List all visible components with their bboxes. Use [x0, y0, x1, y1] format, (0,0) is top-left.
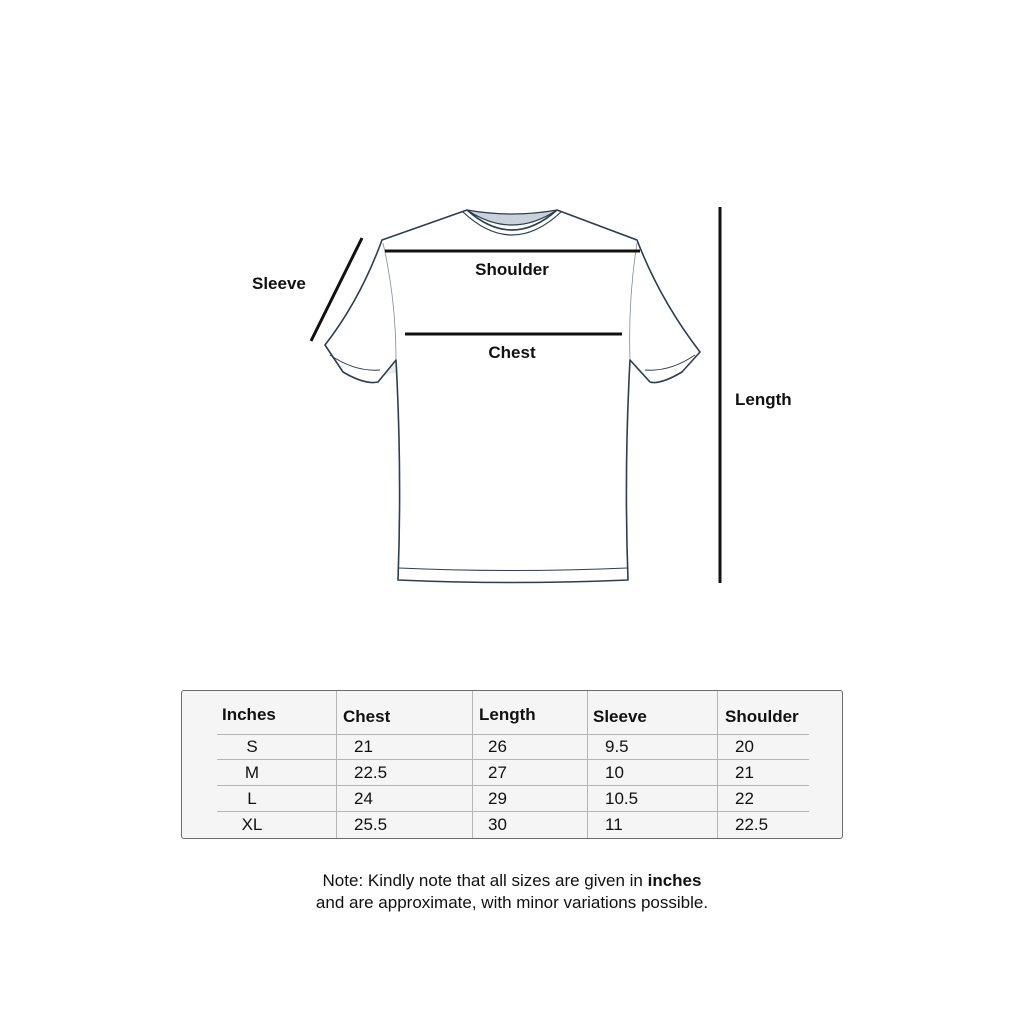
shoulder-cell: 22.5	[735, 815, 769, 834]
size-cell: L	[247, 789, 257, 808]
sleeve-cell: 10	[605, 763, 624, 782]
sleeve-label: Sleeve	[252, 274, 306, 293]
size-cell: M	[244, 763, 260, 782]
column-divider	[587, 691, 588, 838]
note-bold-unit: inches	[647, 871, 702, 890]
length-cell: 29	[488, 789, 507, 808]
header-length: Length	[479, 705, 536, 724]
shoulder-cell: 20	[735, 737, 754, 756]
size-chart-table	[181, 690, 843, 839]
header-shoulder: Shoulder	[725, 707, 799, 726]
note-prefix: Note: Kindly note that all sizes are given in	[322, 871, 648, 890]
length-label: Length	[735, 390, 792, 409]
column-divider	[336, 691, 337, 838]
sleeve-cell: 10.5	[605, 789, 639, 808]
size-cell: S	[246, 737, 258, 756]
shoulder-label: Shoulder	[475, 260, 549, 279]
row-separator	[217, 785, 809, 786]
chest-cell: 24	[354, 789, 373, 808]
length-cell: 27	[488, 763, 507, 782]
header-sleeve: Sleeve	[593, 707, 647, 726]
note-line-2: and are approximate, with minor variations possible.	[315, 893, 709, 912]
header-chest: Chest	[343, 707, 391, 726]
sleeve-cell: 9.5	[605, 737, 629, 756]
note-line-1	[212, 870, 812, 892]
chest-label: Chest	[488, 343, 536, 362]
column-divider	[472, 691, 473, 838]
chest-cell: 22.5	[354, 763, 388, 782]
length-cell: 30	[488, 815, 507, 834]
header-inches: Inches	[222, 705, 276, 724]
size-cell: XL	[241, 815, 263, 834]
shoulder-cell: 21	[735, 763, 754, 782]
sleeve-cell: 11	[605, 815, 623, 834]
chest-cell: 21	[354, 737, 373, 756]
chest-cell: 25.5	[354, 815, 388, 834]
shoulder-cell: 22	[735, 789, 754, 808]
length-cell: 26	[488, 737, 507, 756]
row-separator	[217, 734, 809, 735]
column-divider	[717, 691, 718, 838]
sizing-note	[212, 870, 812, 914]
row-separator	[217, 759, 809, 760]
row-separator	[217, 811, 809, 812]
